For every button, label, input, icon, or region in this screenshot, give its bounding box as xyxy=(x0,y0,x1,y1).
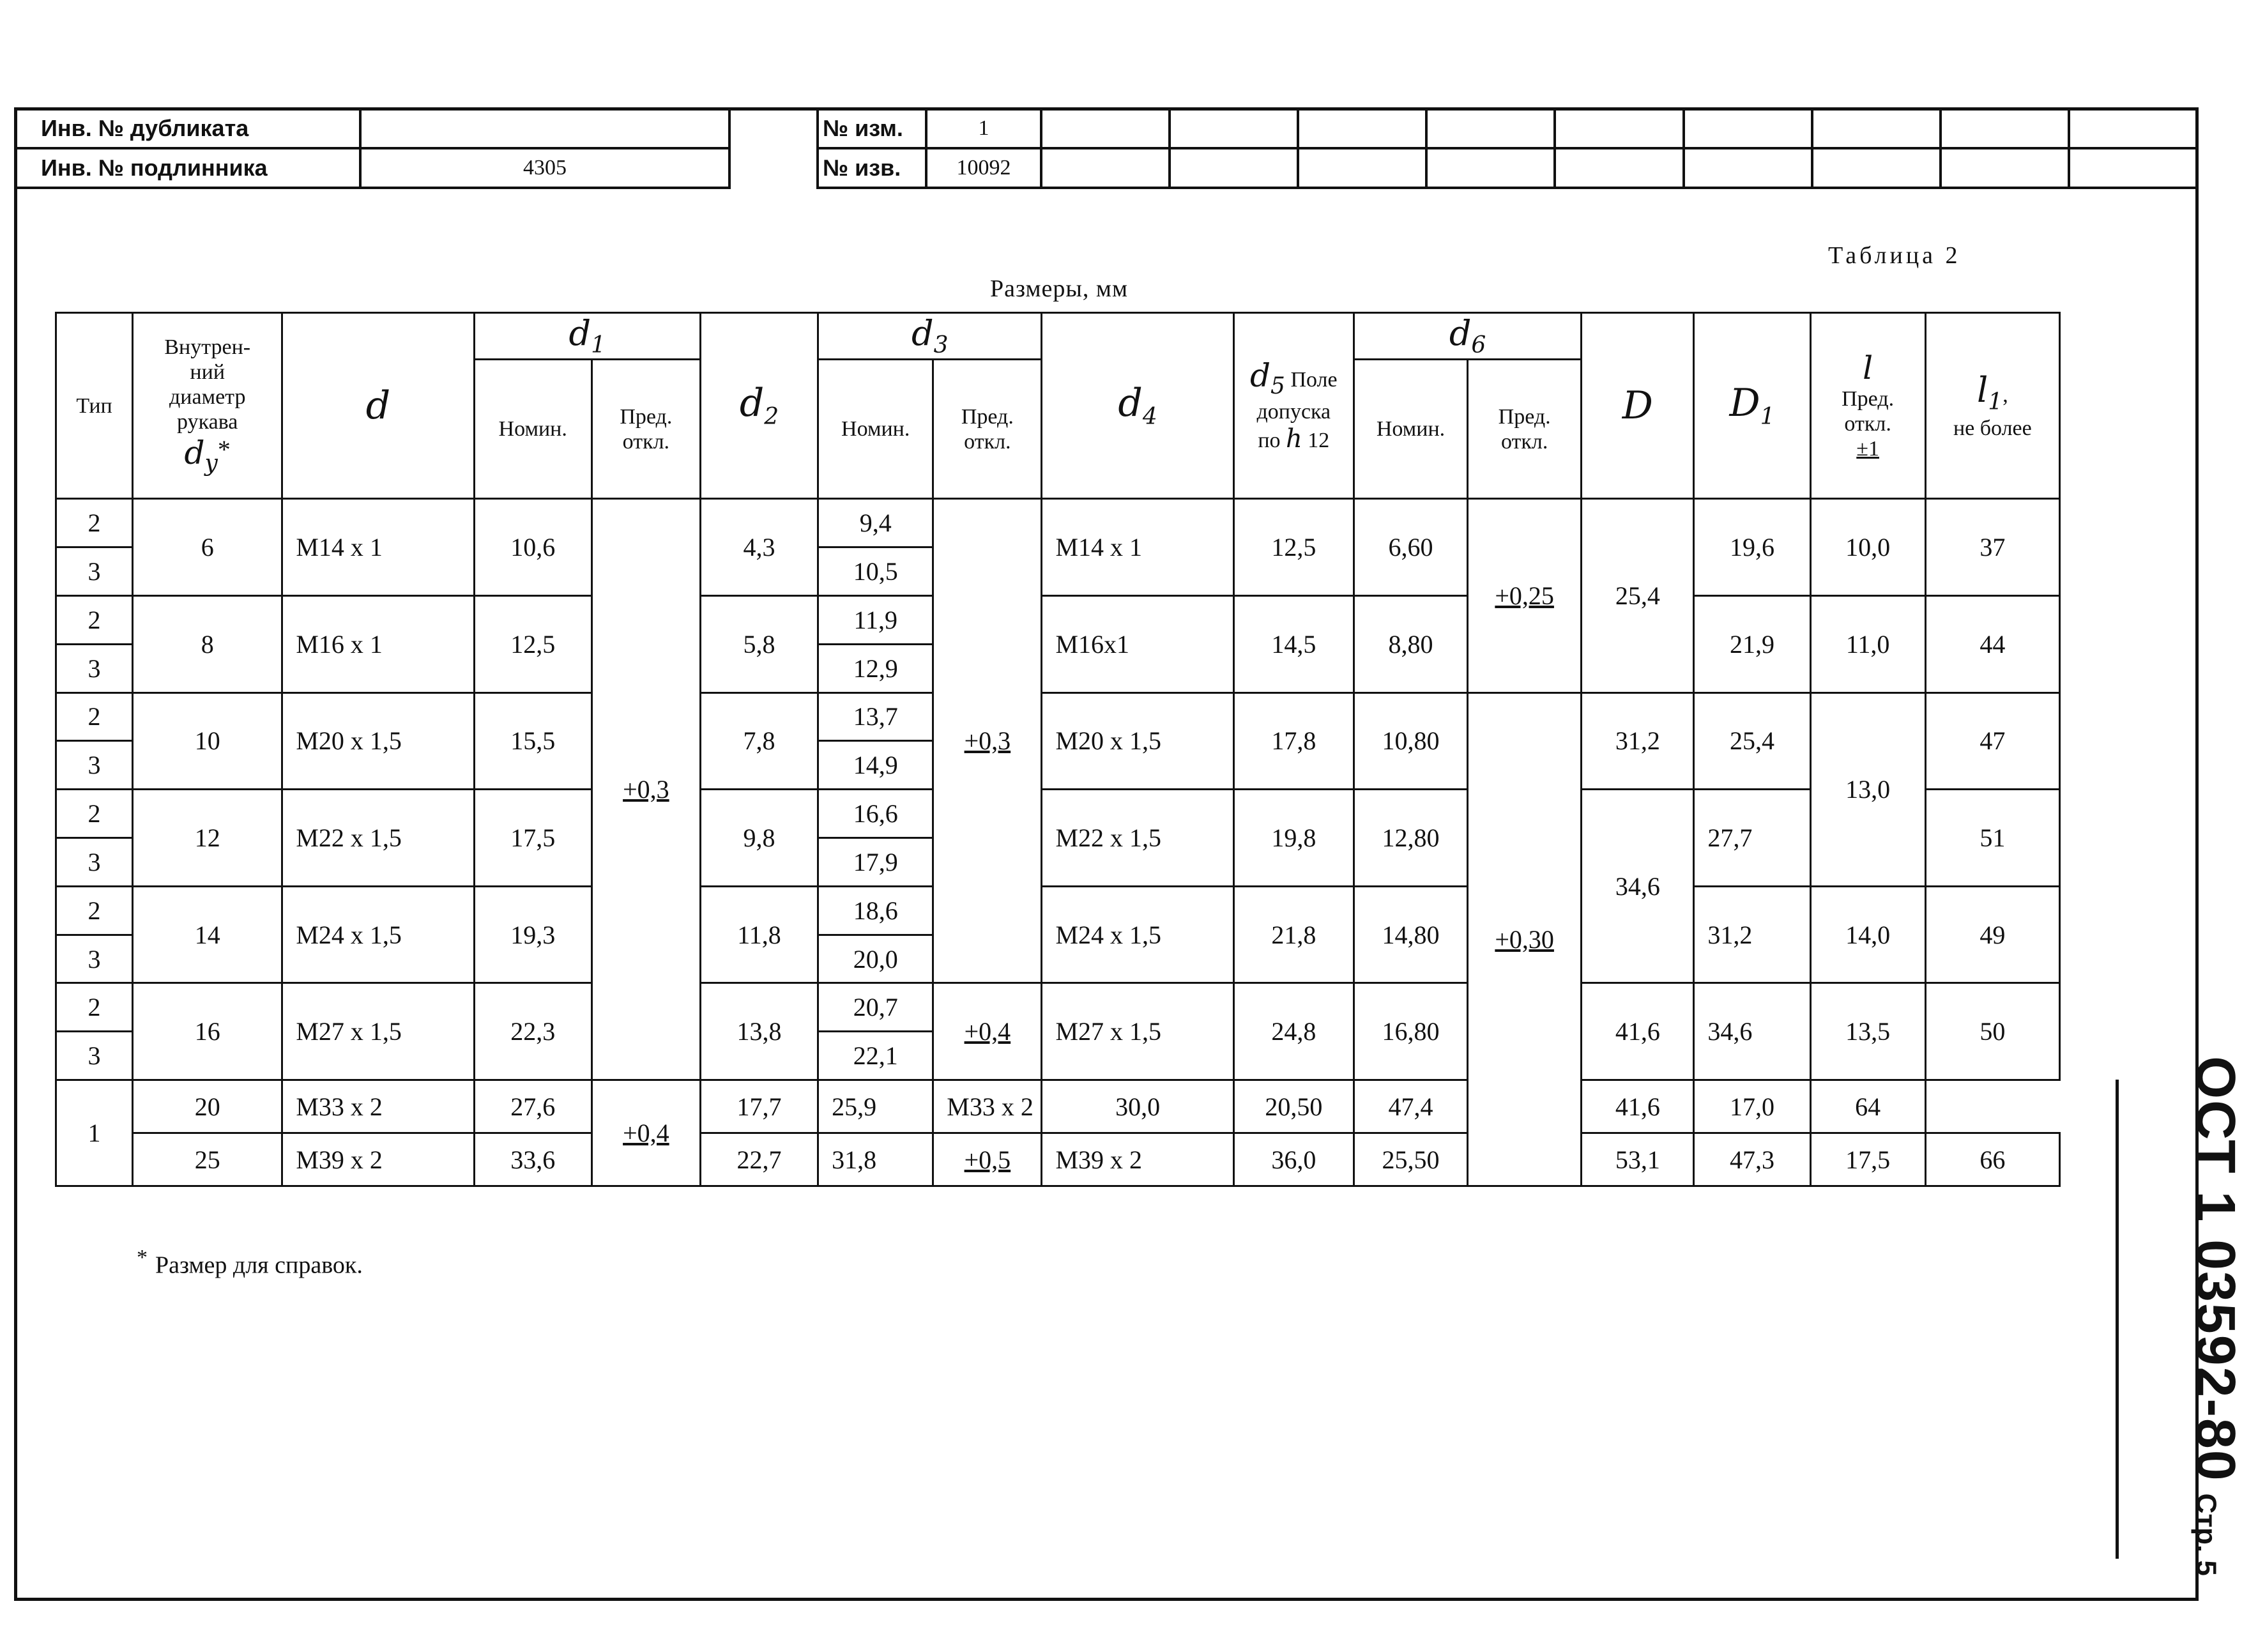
col-d3-dev: Пред. откл. xyxy=(933,360,1042,499)
table-row: 2 12 M22 x 1,5 17,5 9,8 16,6 M22 x 1,5 19,8 12,80 34,6 27,7 51 xyxy=(56,790,2060,838)
table-row: 1 20 M33 x 2 27,6 +0,4 17,7 25,9 M33 x 2 30,0 20,50 47,4 41,6 17,0 64 xyxy=(56,1080,2060,1133)
col-d6-nom: Номин. xyxy=(1354,360,1467,499)
notice-label: № изв. xyxy=(818,148,926,188)
orig-value: 4305 xyxy=(360,148,729,188)
table-row: 3 10,5 xyxy=(56,547,2060,596)
col-d1-dev: Пред. откл. xyxy=(591,360,700,499)
dup-label: Инв. № дубликата xyxy=(15,109,360,148)
table-row: 2 16 M27 x 1,5 22,3 13,8 20,7 +0,4 M27 x 1,5 24,8 16,80 41,6 34,6 13,5 50 xyxy=(56,983,2060,1032)
col-D: D xyxy=(1582,313,1694,499)
col-d: d xyxy=(282,313,474,499)
col-d5: $d_5$ Поле допуска по h 12 xyxy=(1233,313,1354,499)
col-type: Тип xyxy=(56,313,133,499)
change-label: № изм. xyxy=(818,109,926,148)
col-d1: $d_1$ xyxy=(474,313,700,360)
table-row: 3 14,9 xyxy=(56,741,2060,790)
table-row: 3 12,9 xyxy=(56,644,2060,692)
d6-tol-b: +0,30 xyxy=(1468,692,1582,1186)
table-row: 3 20,0 xyxy=(56,935,2060,983)
change-value: 1 xyxy=(926,109,1041,148)
side-divider xyxy=(2116,1080,2119,1559)
orig-label: Инв. № подлинника xyxy=(15,148,360,188)
d1-tol-b: +0,4 xyxy=(591,1080,700,1186)
col-d6-dev: Пред. откл. xyxy=(1468,360,1582,499)
document-code-block xyxy=(2183,1056,2247,1576)
col-d4: $d_4$ xyxy=(1042,313,1233,499)
footnote: * Размер для справок. xyxy=(137,1246,363,1279)
d1-tol-a: +0,3 xyxy=(591,499,700,1080)
table-row: 2 14 M24 x 1,5 19,3 11,8 18,6 M24 x 1,5 21,8 14,80 31,2 14,0 49 xyxy=(56,886,2060,935)
dup-value xyxy=(360,109,729,148)
table-row: 3 22,1 xyxy=(56,1032,2060,1080)
inventory-block xyxy=(14,107,731,189)
notice-value: 10092 xyxy=(926,148,1041,188)
d3-tol-b: +0,4 xyxy=(933,983,1042,1080)
col-d1-nom: Номин. xyxy=(474,360,591,499)
d3-tol-c: +0,5 xyxy=(933,1133,1042,1186)
col-d3-nom: Номин. xyxy=(818,360,933,499)
table-row: 2 8 M16 x 1 12,5 5,8 11,9 M16x1 14,5 8,80 21,9 11,0 44 xyxy=(56,595,2060,644)
units-caption: Размеры, мм xyxy=(990,275,1129,302)
col-d2: $d_2$ xyxy=(700,313,818,499)
page-number: Стр. 5 xyxy=(2190,1493,2222,1576)
d3-tol-a: +0,3 xyxy=(933,499,1042,983)
document-code: ОСТ 1 03592-80 xyxy=(2185,1056,2247,1482)
table-number: Таблица 2 xyxy=(1828,242,1961,269)
col-l1: $l_1$, не более xyxy=(1925,313,2059,499)
col-D1: $D_1$ xyxy=(1694,313,1810,499)
dimensions-table xyxy=(55,312,2061,1187)
col-d3: $d_3$ xyxy=(818,313,1042,360)
d6-tol-a: +0,25 xyxy=(1468,499,1582,692)
col-dy: Внутрен- ний диаметр рукава $d_y*$ xyxy=(133,313,282,499)
change-block xyxy=(816,107,2199,189)
col-l: l Пред. откл. ±1 xyxy=(1810,313,1925,499)
table-row: 2 10 M20 x 1,5 15,5 7,8 13,7 M20 x 1,5 17,8 10,80 +0,30 31,2 25,4 13,0 47 xyxy=(56,692,2060,741)
table-row: 2 6 M14 x 1 10,6 +0,3 4,3 9,4 +0,3 M14 x 1 12,5 6,60 +0,25 25,4 19,6 10,0 37 xyxy=(56,499,2060,547)
table-row: 25 M39 x 2 33,6 22,7 31,8 +0,5 M39 x 2 36,0 25,50 53,1 47,3 17,5 66 xyxy=(56,1133,2060,1186)
col-d6: $d_6$ xyxy=(1354,313,1581,360)
table-row: 3 17,9 xyxy=(56,837,2060,886)
